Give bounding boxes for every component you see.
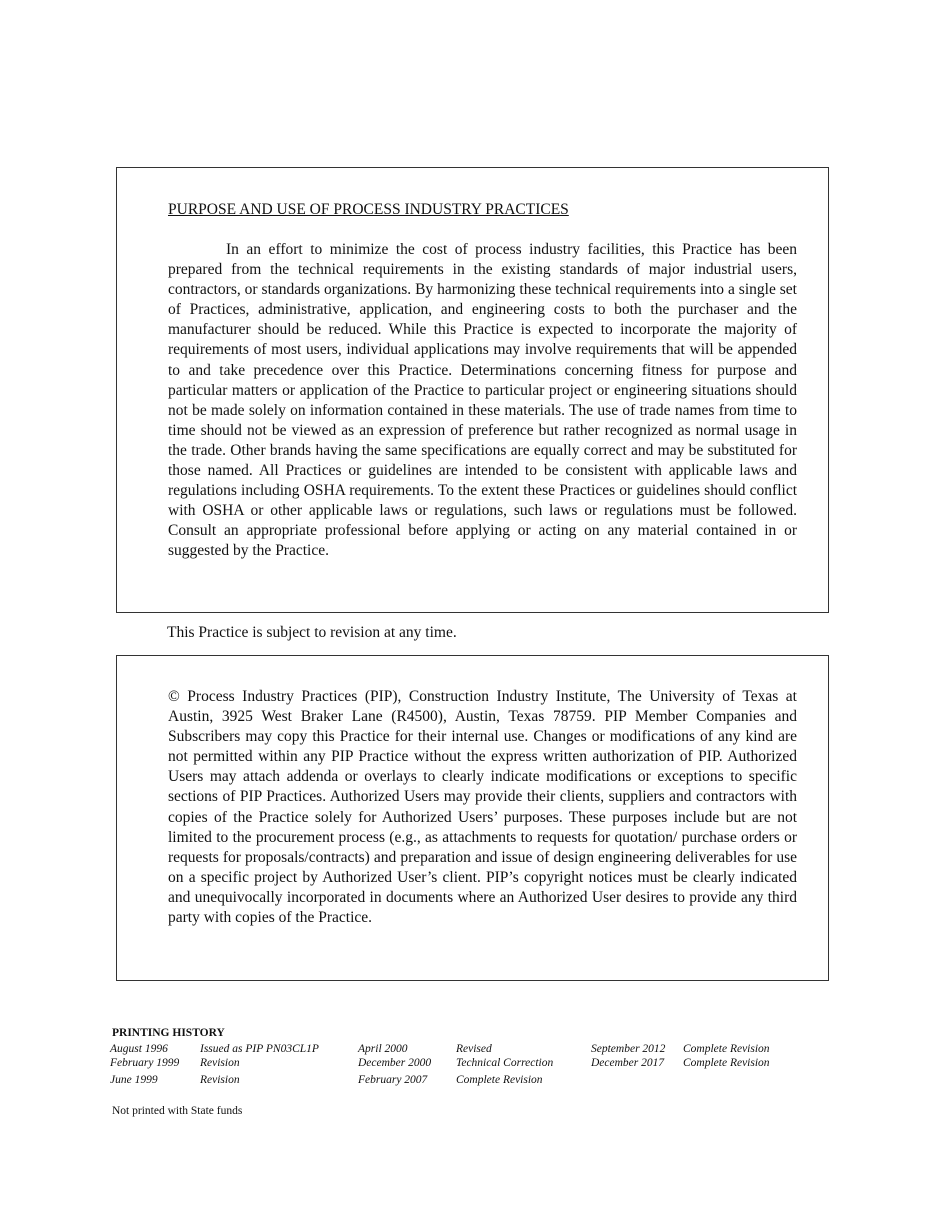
history-desc: Revision bbox=[200, 1057, 240, 1069]
purpose-paragraph: In an effort to minimize the cost of process industry facilities, this Practice has been prepared from the technical requirements in the existing standards of major industrial users, contractors, or standards organizations. By harmonizing these technical requirements into a single set of Practices, administrative, application, and engineering costs to both the purchaser and the manufacturer should be reduced. While this Practice is expected to incorporate the majority of requirements of most users, individual applications may involve requirements that will be appended to and take precedence over this Practice. Determinations concerning fitness for purpose and particular matters or application of the Practice to particular project or engineering situations should not be made solely on information contained in these materials. The use of trade names from time to time should not be viewed as an expression of preference but rather recognized as normal usage in the trade. Other brands having the same specifications are equally correct and may be substituted for those named. All Practices or guidelines are intended to be consistent with applicable laws and regulations including OSHA requirements. To the extent these Practices or guidelines should conflict with OSHA or other applicable laws or regulations, such laws or regulations must be followed. Consult an appropriate professional before applying or acting on any material contained in or suggested by the Practice. bbox=[168, 241, 797, 560]
copyright-box bbox=[116, 655, 829, 981]
history-desc: Revised bbox=[456, 1043, 492, 1055]
history-date: April 2000 bbox=[358, 1043, 408, 1055]
history-date: June 1999 bbox=[110, 1074, 158, 1086]
history-desc: Technical Correction bbox=[456, 1057, 554, 1069]
history-date: December 2000 bbox=[358, 1057, 432, 1069]
history-date: February 2007 bbox=[358, 1074, 428, 1086]
history-desc: Complete Revision bbox=[683, 1057, 770, 1069]
purpose-box bbox=[116, 167, 829, 613]
history-date: September 2012 bbox=[591, 1043, 666, 1055]
history-desc: Revision bbox=[200, 1074, 240, 1086]
history-desc: Issued as PIP PN03CL1P bbox=[200, 1043, 319, 1055]
history-date: December 2017 bbox=[591, 1057, 665, 1069]
history-desc: Complete Revision bbox=[456, 1074, 543, 1086]
purpose-heading: PURPOSE AND USE OF PROCESS INDUSTRY PRACTICES bbox=[168, 201, 569, 218]
history-date: August 1996 bbox=[110, 1043, 168, 1055]
printing-history-title: PRINTING HISTORY bbox=[112, 1027, 225, 1039]
history-date: February 1999 bbox=[110, 1057, 180, 1069]
history-desc: Complete Revision bbox=[683, 1043, 770, 1055]
revision-note: This Practice is subject to revision at any time. bbox=[167, 624, 457, 641]
footer-note: Not printed with State funds bbox=[112, 1105, 243, 1117]
copyright-paragraph: © Process Industry Practices (PIP), Construction Industry Institute, The University of Texas at Austin, 3925 West Braker Lane (R4500), Austin, Texas 78759. PIP Member Companies and Subscribers may copy this Practice for their internal use. Changes or modifications of any kind are not permitted within any PIP Practice without the express written authorization of PIP. Authorized Users may attach addenda or overlays to clearly indicate modifications or exceptions to specific sections of PIP Practices. Authorized Users may provide their clients, suppliers and contractors with copies of the Practice solely for Authorized Users’ purposes. These purposes include but are not limited to the procurement process (e.g., as attachments to requests for quotation/ purchase orders or requests for proposals/contracts) and preparation and issue of design engineering deliverables for use on a specific project by Authorized User’s client. PIP’s copyright notices must be clearly indicated and unequivocally incorporated in documents where an Authorized User desires to provide any third party with copies of the Practice. bbox=[168, 688, 797, 927]
